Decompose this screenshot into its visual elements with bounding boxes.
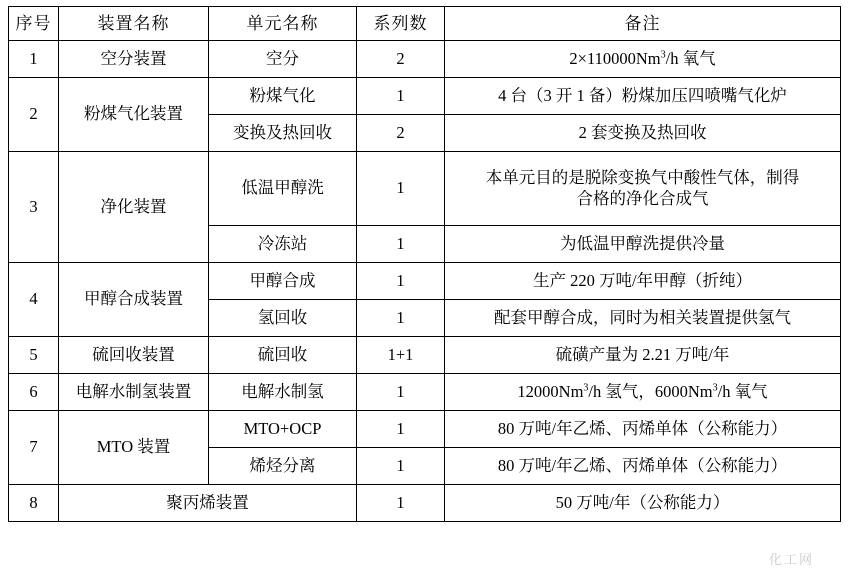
note-superscript-2: 3: [712, 382, 718, 394]
device-spec-table: [8, 6, 841, 522]
cell-note: 50 万吨/年（公称能力）: [445, 485, 841, 522]
cell-no: 7: [9, 411, 59, 485]
header-cell-no: 序号: [9, 7, 59, 41]
cell-note: [445, 41, 841, 78]
cell-series: 1: [357, 374, 445, 411]
cell-note: 生产 220 万吨/年甲醇（折纯）: [445, 263, 841, 300]
table-row: [9, 411, 841, 448]
note-text-pre: 2×110000Nm: [569, 48, 661, 68]
note-superscript: 3: [660, 49, 666, 61]
table-row: [9, 41, 841, 78]
note-text-mid: /h 氢气，6000Nm: [588, 381, 713, 401]
cell-unit: MTO+OCP: [209, 411, 357, 448]
table-row: [9, 337, 841, 374]
cell-series: 1: [357, 226, 445, 263]
cell-series: 2: [357, 41, 445, 78]
table-row: [9, 485, 841, 522]
note-superscript: 3: [583, 382, 589, 394]
cell-note: 硫磺产量为 2.21 万吨/年: [445, 337, 841, 374]
cell-series: 1: [357, 300, 445, 337]
cell-no: 8: [9, 485, 59, 522]
cell-note: 配套甲醇合成，同时为相关装置提供氢气: [445, 300, 841, 337]
cell-unit: 冷冻站: [209, 226, 357, 263]
cell-note: 80 万吨/年乙烯、丙烯单体（公称能力）: [445, 411, 841, 448]
cell-unit: 变换及热回收: [209, 115, 357, 152]
note-line-2: 合格的净化合成气: [576, 188, 709, 208]
cell-unit: 粉煤气化: [209, 78, 357, 115]
cell-note: 80 万吨/年乙烯、丙烯单体（公称能力）: [445, 448, 841, 485]
cell-no: 5: [9, 337, 59, 374]
cell-series: 1: [357, 78, 445, 115]
table-row: [9, 263, 841, 300]
header-cell-note: 备注: [445, 7, 841, 41]
cell-note: 4 台（3 开 1 备）粉煤加压四喷嘴气化炉: [445, 78, 841, 115]
cell-note: 为低温甲醇洗提供冷量: [445, 226, 841, 263]
table-row: [9, 374, 841, 411]
cell-device: MTO 装置: [59, 411, 209, 485]
cell-unit: 烯烃分离: [209, 448, 357, 485]
cell-no: 3: [9, 152, 59, 263]
header-cell-device: 装置名称: [59, 7, 209, 41]
cell-no: 4: [9, 263, 59, 337]
cell-unit: 空分: [209, 41, 357, 78]
note-line-1: 本单元目的是脱除变换气中酸性气体，制得: [485, 167, 800, 187]
cell-series: 2: [357, 115, 445, 152]
cell-device: 硫回收装置: [59, 337, 209, 374]
cell-unit: 硫回收: [209, 337, 357, 374]
table-row: [9, 152, 841, 226]
table-row: [9, 78, 841, 115]
cell-note: [445, 374, 841, 411]
cell-unit: 电解水制氢: [209, 374, 357, 411]
cell-series: 1: [357, 263, 445, 300]
cell-note: 2 套变换及热回收: [445, 115, 841, 152]
header-cell-series: 系列数: [357, 7, 445, 41]
cell-no: 2: [9, 78, 59, 152]
cell-series: 1: [357, 411, 445, 448]
cell-unit: 甲醇合成: [209, 263, 357, 300]
cell-device: 净化装置: [59, 152, 209, 263]
cell-no: 1: [9, 41, 59, 78]
cell-series: 1: [357, 152, 445, 226]
cell-device: 聚丙烯装置: [59, 485, 357, 522]
note-text-pre: 12000Nm: [517, 381, 584, 401]
header-cell-unit: 单元名称: [209, 7, 357, 41]
cell-series: 1: [357, 485, 445, 522]
note-text-post: /h 氧气: [717, 381, 768, 401]
cell-series: 1: [357, 448, 445, 485]
cell-device: 粉煤气化装置: [59, 78, 209, 152]
cell-series: 1+1: [357, 337, 445, 374]
cell-unit: 低温甲醇洗: [209, 152, 357, 226]
cell-unit: 氢回收: [209, 300, 357, 337]
cell-no: 6: [9, 374, 59, 411]
cell-device: 电解水制氢装置: [59, 374, 209, 411]
watermark-text: 化工网: [768, 552, 814, 567]
table-header-row: [9, 7, 841, 41]
cell-note: [445, 152, 841, 226]
note-text-post: /h 氧气: [665, 48, 716, 68]
cell-device: 甲醇合成装置: [59, 263, 209, 337]
cell-device: 空分装置: [59, 41, 209, 78]
